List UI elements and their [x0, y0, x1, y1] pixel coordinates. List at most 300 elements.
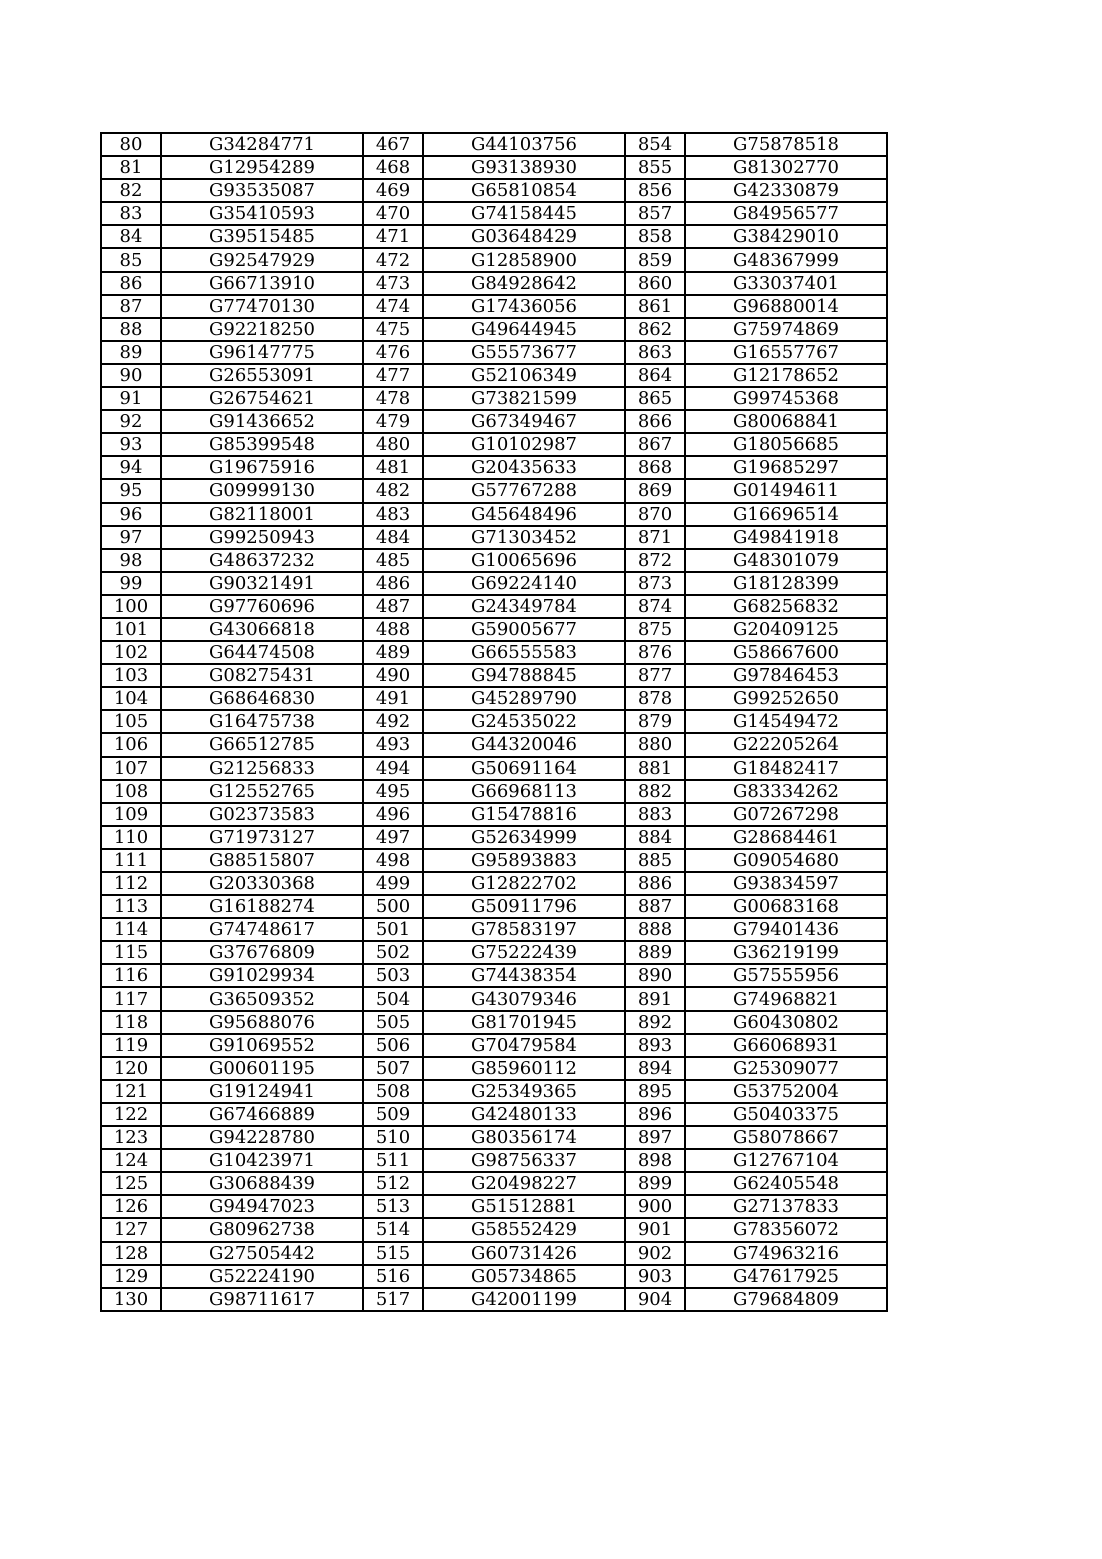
table-row: [101, 479, 887, 502]
table-row: [101, 826, 887, 849]
serial-number-cell: 490: [363, 664, 423, 687]
code-cell: G18056685: [685, 433, 887, 456]
serial-number-cell: 120: [101, 1057, 161, 1080]
serial-number-cell: 469: [363, 179, 423, 202]
code-cell: G15478816: [423, 803, 625, 826]
table-row: [101, 272, 887, 295]
serial-number-cell: 514: [363, 1218, 423, 1241]
code-cell: G58078667: [685, 1126, 887, 1149]
serial-number-cell: 103: [101, 664, 161, 687]
code-cell: G95893883: [423, 849, 625, 872]
serial-number-cell: 859: [625, 248, 685, 271]
serial-number-cell: 501: [363, 918, 423, 941]
code-cell: G12767104: [685, 1149, 887, 1172]
table-row: [101, 1103, 887, 1126]
code-cell: G16557767: [685, 341, 887, 364]
serial-number-cell: 468: [363, 156, 423, 179]
serial-number-cell: 488: [363, 618, 423, 641]
table-row: [101, 503, 887, 526]
code-cell: G05734865: [423, 1265, 625, 1288]
code-cell: G14549472: [685, 710, 887, 733]
serial-number-cell: 81: [101, 156, 161, 179]
code-cell: G94788845: [423, 664, 625, 687]
code-table-body: [101, 133, 887, 1311]
serial-number-cell: 873: [625, 572, 685, 595]
code-cell: G85960112: [423, 1057, 625, 1080]
serial-number-cell: 115: [101, 941, 161, 964]
table-row: [101, 1172, 887, 1195]
code-cell: G48301079: [685, 549, 887, 572]
code-cell: G78583197: [423, 918, 625, 941]
table-row: [101, 710, 887, 733]
code-cell: G97846453: [685, 664, 887, 687]
serial-number-cell: 875: [625, 618, 685, 641]
serial-number-cell: 91: [101, 387, 161, 410]
serial-number-cell: 512: [363, 1172, 423, 1195]
code-cell: G74158445: [423, 202, 625, 225]
serial-number-cell: 872: [625, 549, 685, 572]
code-cell: G69224140: [423, 572, 625, 595]
serial-number-cell: 130: [101, 1288, 161, 1311]
code-cell: G35410593: [161, 202, 363, 225]
code-cell: G50691164: [423, 757, 625, 780]
serial-number-cell: 121: [101, 1080, 161, 1103]
serial-number-cell: 122: [101, 1103, 161, 1126]
code-cell: G68646830: [161, 687, 363, 710]
serial-number-cell: 485: [363, 549, 423, 572]
table-row: [101, 387, 887, 410]
code-cell: G52634999: [423, 826, 625, 849]
code-cell: G01494611: [685, 479, 887, 502]
code-cell: G49841918: [685, 526, 887, 549]
table-row: [101, 595, 887, 618]
code-cell: G66068931: [685, 1034, 887, 1057]
code-cell: G26754621: [161, 387, 363, 410]
serial-number-cell: 886: [625, 872, 685, 895]
serial-number-cell: 105: [101, 710, 161, 733]
serial-number-cell: 876: [625, 641, 685, 664]
code-cell: G93535087: [161, 179, 363, 202]
code-cell: G16188274: [161, 895, 363, 918]
code-cell: G60731426: [423, 1242, 625, 1265]
code-cell: G16696514: [685, 503, 887, 526]
code-cell: G27505442: [161, 1242, 363, 1265]
code-cell: G64474508: [161, 641, 363, 664]
serial-number-cell: 854: [625, 133, 685, 156]
serial-number-cell: 865: [625, 387, 685, 410]
serial-number-cell: 504: [363, 987, 423, 1010]
code-cell: G03648429: [423, 225, 625, 248]
serial-number-cell: 517: [363, 1288, 423, 1311]
table-row: [101, 341, 887, 364]
code-cell: G17436056: [423, 295, 625, 318]
code-cell: G12178652: [685, 364, 887, 387]
serial-number-cell: 482: [363, 479, 423, 502]
table-row: [101, 1242, 887, 1265]
serial-number-cell: 477: [363, 364, 423, 387]
code-cell: G77470130: [161, 295, 363, 318]
serial-number-cell: 891: [625, 987, 685, 1010]
code-cell: G19124941: [161, 1080, 363, 1103]
code-cell: G91029934: [161, 964, 363, 987]
serial-number-cell: 472: [363, 248, 423, 271]
table-row: [101, 618, 887, 641]
code-cell: G00601195: [161, 1057, 363, 1080]
serial-number-cell: 887: [625, 895, 685, 918]
serial-number-cell: 92: [101, 410, 161, 433]
serial-number-cell: 513: [363, 1195, 423, 1218]
serial-number-cell: 502: [363, 941, 423, 964]
serial-number-cell: 861: [625, 295, 685, 318]
code-cell: G80962738: [161, 1218, 363, 1241]
code-cell: G57767288: [423, 479, 625, 502]
table-row: [101, 1218, 887, 1241]
code-cell: G82118001: [161, 503, 363, 526]
serial-number-cell: 871: [625, 526, 685, 549]
code-cell: G80356174: [423, 1126, 625, 1149]
serial-number-cell: 889: [625, 941, 685, 964]
table-row: [101, 433, 887, 456]
code-cell: G84928642: [423, 272, 625, 295]
code-cell: G91069552: [161, 1034, 363, 1057]
serial-number-cell: 481: [363, 456, 423, 479]
serial-number-cell: 94: [101, 456, 161, 479]
serial-number-cell: 893: [625, 1034, 685, 1057]
code-cell: G19675916: [161, 456, 363, 479]
serial-number-cell: 507: [363, 1057, 423, 1080]
serial-number-cell: 124: [101, 1149, 161, 1172]
code-cell: G24535022: [423, 710, 625, 733]
table-row: [101, 1149, 887, 1172]
table-row: [101, 803, 887, 826]
code-cell: G94947023: [161, 1195, 363, 1218]
code-cell: G75222439: [423, 941, 625, 964]
serial-number-cell: 494: [363, 757, 423, 780]
code-cell: G25309077: [685, 1057, 887, 1080]
code-cell: G45289790: [423, 687, 625, 710]
serial-number-cell: 497: [363, 826, 423, 849]
code-cell: G34284771: [161, 133, 363, 156]
code-cell: G22205264: [685, 733, 887, 756]
serial-number-cell: 898: [625, 1149, 685, 1172]
serial-number-cell: 888: [625, 918, 685, 941]
table-row: [101, 156, 887, 179]
serial-number-cell: 117: [101, 987, 161, 1010]
serial-number-cell: 885: [625, 849, 685, 872]
serial-number-cell: 870: [625, 503, 685, 526]
serial-number-cell: 99: [101, 572, 161, 595]
serial-number-cell: 483: [363, 503, 423, 526]
code-cell: G90321491: [161, 572, 363, 595]
code-cell: G79401436: [685, 918, 887, 941]
table-row: [101, 1034, 887, 1057]
table-row: [101, 1080, 887, 1103]
serial-number-cell: 475: [363, 318, 423, 341]
code-cell: G20409125: [685, 618, 887, 641]
code-cell: G24349784: [423, 595, 625, 618]
code-cell: G28684461: [685, 826, 887, 849]
serial-number-cell: 900: [625, 1195, 685, 1218]
table-row: [101, 572, 887, 595]
code-cell: G83334262: [685, 780, 887, 803]
serial-number-cell: 129: [101, 1265, 161, 1288]
code-cell: G52106349: [423, 364, 625, 387]
code-cell: G74963216: [685, 1242, 887, 1265]
code-cell: G66555583: [423, 641, 625, 664]
code-cell: G66968113: [423, 780, 625, 803]
code-cell: G20330368: [161, 872, 363, 895]
code-cell: G99252650: [685, 687, 887, 710]
serial-number-cell: 109: [101, 803, 161, 826]
code-cell: G94228780: [161, 1126, 363, 1149]
code-cell: G42001199: [423, 1288, 625, 1311]
serial-number-cell: 495: [363, 780, 423, 803]
code-cell: G36219199: [685, 941, 887, 964]
code-table: [100, 132, 888, 1312]
table-row: [101, 918, 887, 941]
code-cell: G96880014: [685, 295, 887, 318]
code-cell: G42330879: [685, 179, 887, 202]
serial-number-cell: 892: [625, 1011, 685, 1034]
table-row: [101, 225, 887, 248]
code-cell: G53752004: [685, 1080, 887, 1103]
serial-number-cell: 89: [101, 341, 161, 364]
serial-number-cell: 864: [625, 364, 685, 387]
table-row: [101, 1195, 887, 1218]
serial-number-cell: 860: [625, 272, 685, 295]
serial-number-cell: 510: [363, 1126, 423, 1149]
serial-number-cell: 890: [625, 964, 685, 987]
code-cell: G30688439: [161, 1172, 363, 1195]
serial-number-cell: 102: [101, 641, 161, 664]
serial-number-cell: 857: [625, 202, 685, 225]
code-cell: G44103756: [423, 133, 625, 156]
code-cell: G42480133: [423, 1103, 625, 1126]
code-cell: G39515485: [161, 225, 363, 248]
serial-number-cell: 894: [625, 1057, 685, 1080]
code-cell: G97760696: [161, 595, 363, 618]
code-cell: G74968821: [685, 987, 887, 1010]
code-cell: G99745368: [685, 387, 887, 410]
code-cell: G08275431: [161, 664, 363, 687]
code-cell: G09999130: [161, 479, 363, 502]
serial-number-cell: 104: [101, 687, 161, 710]
serial-number-cell: 896: [625, 1103, 685, 1126]
code-cell: G38429010: [685, 225, 887, 248]
serial-number-cell: 874: [625, 595, 685, 618]
code-cell: G09054680: [685, 849, 887, 872]
code-cell: G65810854: [423, 179, 625, 202]
serial-number-cell: 867: [625, 433, 685, 456]
code-cell: G10423971: [161, 1149, 363, 1172]
code-cell: G66713910: [161, 272, 363, 295]
code-cell: G96147775: [161, 341, 363, 364]
code-cell: G50403375: [685, 1103, 887, 1126]
serial-number-cell: 98: [101, 549, 161, 572]
code-cell: G12822702: [423, 872, 625, 895]
code-cell: G66512785: [161, 733, 363, 756]
code-cell: G67349467: [423, 410, 625, 433]
table-row: [101, 248, 887, 271]
code-cell: G74438354: [423, 964, 625, 987]
code-cell: G21256833: [161, 757, 363, 780]
serial-number-cell: 118: [101, 1011, 161, 1034]
serial-number-cell: 884: [625, 826, 685, 849]
code-cell: G74748617: [161, 918, 363, 941]
code-cell: G00683168: [685, 895, 887, 918]
serial-number-cell: 509: [363, 1103, 423, 1126]
serial-number-cell: 486: [363, 572, 423, 595]
table-row: [101, 133, 887, 156]
code-cell: G12954289: [161, 156, 363, 179]
table-row: [101, 849, 887, 872]
code-cell: G73821599: [423, 387, 625, 410]
code-cell: G71973127: [161, 826, 363, 849]
serial-number-cell: 895: [625, 1080, 685, 1103]
table-row: [101, 410, 887, 433]
serial-number-cell: 491: [363, 687, 423, 710]
code-cell: G10065696: [423, 549, 625, 572]
table-row: [101, 780, 887, 803]
serial-number-cell: 503: [363, 964, 423, 987]
serial-number-cell: 473: [363, 272, 423, 295]
code-cell: G12552765: [161, 780, 363, 803]
serial-number-cell: 112: [101, 872, 161, 895]
code-cell: G55573677: [423, 341, 625, 364]
code-cell: G45648496: [423, 503, 625, 526]
serial-number-cell: 83: [101, 202, 161, 225]
serial-number-cell: 479: [363, 410, 423, 433]
code-cell: G27137833: [685, 1195, 887, 1218]
serial-number-cell: 855: [625, 156, 685, 179]
serial-number-cell: 114: [101, 918, 161, 941]
table-row: [101, 964, 887, 987]
serial-number-cell: 498: [363, 849, 423, 872]
table-row: [101, 664, 887, 687]
serial-number-cell: 467: [363, 133, 423, 156]
serial-number-cell: 508: [363, 1080, 423, 1103]
table-row: [101, 1011, 887, 1034]
serial-number-cell: 101: [101, 618, 161, 641]
serial-number-cell: 866: [625, 410, 685, 433]
code-cell: G85399548: [161, 433, 363, 456]
code-cell: G16475738: [161, 710, 363, 733]
table-row: [101, 295, 887, 318]
serial-number-cell: 116: [101, 964, 161, 987]
table-row: [101, 364, 887, 387]
serial-number-cell: 899: [625, 1172, 685, 1195]
serial-number-cell: 868: [625, 456, 685, 479]
code-cell: G80068841: [685, 410, 887, 433]
table-row: [101, 987, 887, 1010]
serial-number-cell: 499: [363, 872, 423, 895]
code-cell: G18482417: [685, 757, 887, 780]
code-cell: G25349365: [423, 1080, 625, 1103]
serial-number-cell: 869: [625, 479, 685, 502]
table-row: [101, 641, 887, 664]
code-cell: G81701945: [423, 1011, 625, 1034]
serial-number-cell: 484: [363, 526, 423, 549]
serial-number-cell: 113: [101, 895, 161, 918]
code-cell: G48637232: [161, 549, 363, 572]
code-cell: G33037401: [685, 272, 887, 295]
code-cell: G10102987: [423, 433, 625, 456]
serial-number-cell: 516: [363, 1265, 423, 1288]
code-cell: G60430802: [685, 1011, 887, 1034]
code-cell: G75974869: [685, 318, 887, 341]
code-cell: G78356072: [685, 1218, 887, 1241]
serial-number-cell: 86: [101, 272, 161, 295]
code-cell: G44320046: [423, 733, 625, 756]
serial-number-cell: 879: [625, 710, 685, 733]
code-cell: G93834597: [685, 872, 887, 895]
code-cell: G62405548: [685, 1172, 887, 1195]
serial-number-cell: 901: [625, 1218, 685, 1241]
code-cell: G07267298: [685, 803, 887, 826]
table-row: [101, 872, 887, 895]
table-row: [101, 1288, 887, 1311]
serial-number-cell: 126: [101, 1195, 161, 1218]
serial-number-cell: 882: [625, 780, 685, 803]
serial-number-cell: 515: [363, 1242, 423, 1265]
serial-number-cell: 500: [363, 895, 423, 918]
serial-number-cell: 96: [101, 503, 161, 526]
serial-number-cell: 877: [625, 664, 685, 687]
code-cell: G20498227: [423, 1172, 625, 1195]
table-row: [101, 1265, 887, 1288]
code-cell: G26553091: [161, 364, 363, 387]
serial-number-cell: 897: [625, 1126, 685, 1149]
serial-number-cell: 84: [101, 225, 161, 248]
serial-number-cell: 95: [101, 479, 161, 502]
serial-number-cell: 93: [101, 433, 161, 456]
serial-number-cell: 107: [101, 757, 161, 780]
serial-number-cell: 97: [101, 526, 161, 549]
serial-number-cell: 123: [101, 1126, 161, 1149]
table-row: [101, 687, 887, 710]
table-row: [101, 895, 887, 918]
serial-number-cell: 478: [363, 387, 423, 410]
serial-number-cell: 127: [101, 1218, 161, 1241]
table-row: [101, 941, 887, 964]
code-cell: G19685297: [685, 456, 887, 479]
code-cell: G36509352: [161, 987, 363, 1010]
code-cell: G75878518: [685, 133, 887, 156]
serial-number-cell: 492: [363, 710, 423, 733]
serial-number-cell: 106: [101, 733, 161, 756]
code-cell: G20435633: [423, 456, 625, 479]
table-row: [101, 1126, 887, 1149]
serial-number-cell: 506: [363, 1034, 423, 1057]
serial-number-cell: 878: [625, 687, 685, 710]
serial-number-cell: 883: [625, 803, 685, 826]
table-row: [101, 456, 887, 479]
serial-number-cell: 88: [101, 318, 161, 341]
code-cell: G71303452: [423, 526, 625, 549]
serial-number-cell: 487: [363, 595, 423, 618]
serial-number-cell: 476: [363, 341, 423, 364]
code-cell: G84956577: [685, 202, 887, 225]
serial-number-cell: 125: [101, 1172, 161, 1195]
code-cell: G98711617: [161, 1288, 363, 1311]
code-cell: G99250943: [161, 526, 363, 549]
serial-number-cell: 470: [363, 202, 423, 225]
code-cell: G79684809: [685, 1288, 887, 1311]
code-cell: G88515807: [161, 849, 363, 872]
code-cell: G67466889: [161, 1103, 363, 1126]
code-cell: G51512881: [423, 1195, 625, 1218]
serial-number-cell: 862: [625, 318, 685, 341]
